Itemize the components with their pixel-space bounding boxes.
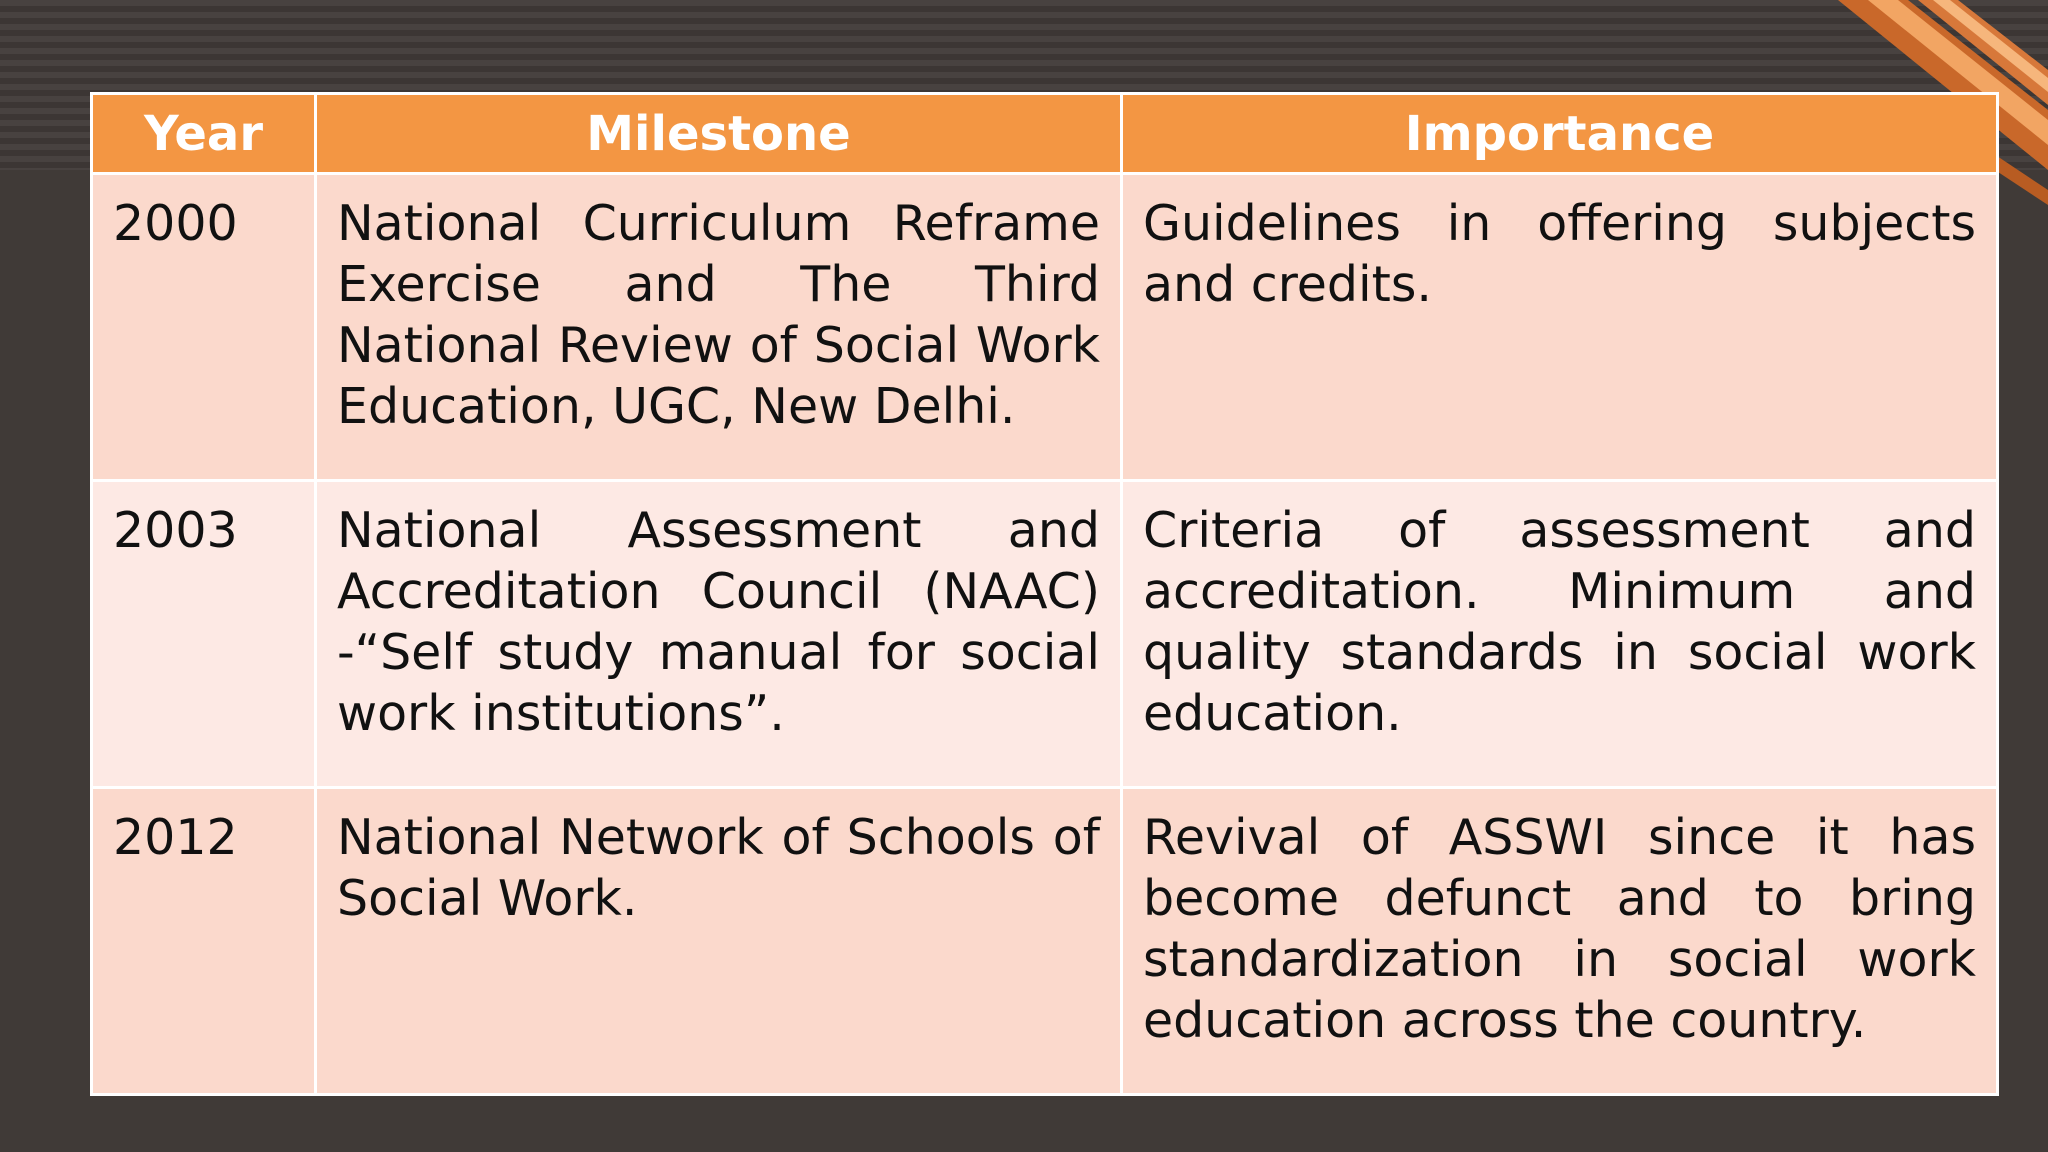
year-cell: 2000 <box>92 174 316 481</box>
milestone-cell: National Network of Schools of Social Work. <box>316 788 1122 1095</box>
header-year: Year <box>92 94 316 174</box>
importance-cell: Guidelines in offering subjects and credits. <box>1122 174 1998 481</box>
milestones-table <box>90 92 1999 1096</box>
year-cell: 2003 <box>92 481 316 788</box>
milestone-cell: National Assessment and Accreditation Council (NAAC) -“Self study manual for social work institutions”. <box>316 481 1122 788</box>
table-row <box>92 174 1998 481</box>
header-milestone: Milestone <box>316 94 1122 174</box>
milestone-cell: National Curriculum Reframe Exercise and The Third National Review of Social Work Education, UGC, New Delhi. <box>316 174 1122 481</box>
table-row <box>92 788 1998 1095</box>
importance-cell: Criteria of assessment and accreditation. Minimum and quality standards in social work education. <box>1122 481 1998 788</box>
table-row <box>92 481 1998 788</box>
importance-cell: Revival of ASSWI since it has become defunct and to bring standardization in social work education across the country. <box>1122 788 1998 1095</box>
year-cell: 2012 <box>92 788 316 1095</box>
table-header-row <box>92 94 1998 174</box>
header-importance: Importance <box>1122 94 1998 174</box>
